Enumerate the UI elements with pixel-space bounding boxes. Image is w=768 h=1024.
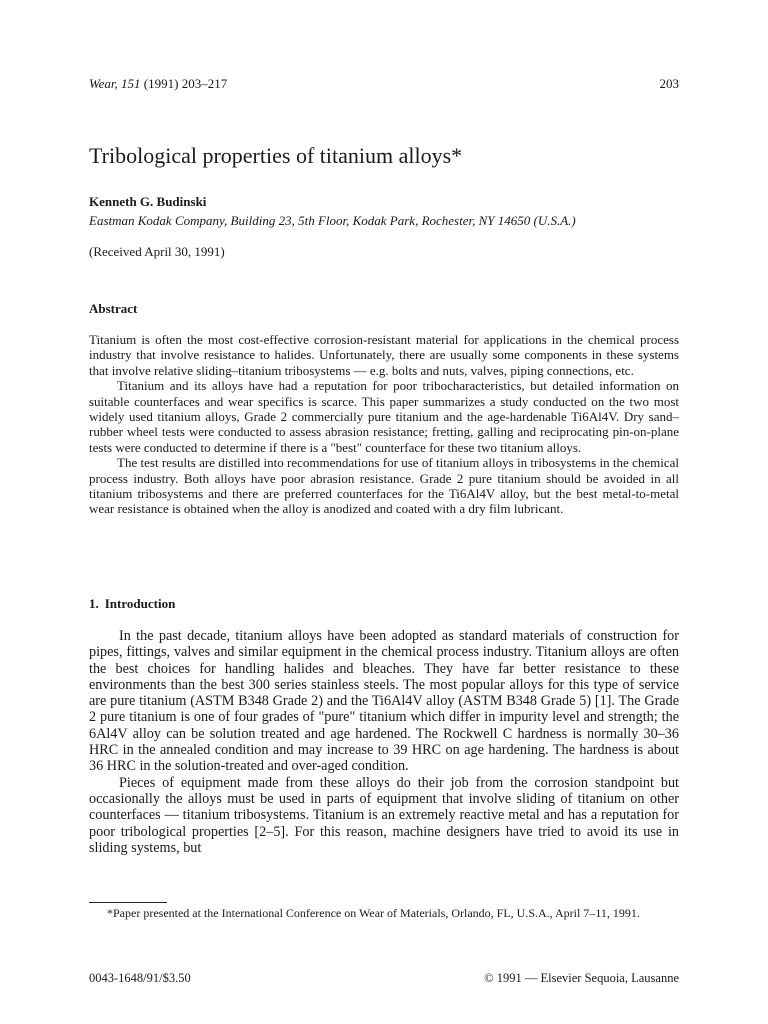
abstract-body xyxy=(89,332,679,517)
issn-price: 0043-1648/91/$3.50 xyxy=(89,971,191,985)
footnote-divider xyxy=(89,902,167,903)
abstract-heading: Abstract xyxy=(89,301,138,316)
copyright: © 1991 — Elsevier Sequoia, Lausanne xyxy=(484,971,679,985)
section-number: 1. xyxy=(89,596,99,611)
author-affiliation: Eastman Kodak Company, Building 23, 5th Floor, Kodak Park, Rochester, NY 14650 (U.S.A.) xyxy=(89,213,576,228)
body-paragraph: In the past decade, titanium alloys have been adopted as standard materials of construction for pipes, fittings, valves and similar equipment in the chemical process industry. Titanium alloys are often the best choices for handling halides and bleaches. They have far better resistance to these environments than the best 300 series stainless steels. The most popular alloys for this type of service are pure titanium (ASTM B348 Grade 2) and the Ti6Al4V alloy (ASTM B348 Grade 5) [1]. The Grade 2 pure titanium is one of four grades of "pure" titanium which differ in impurity level and strength; the 6Al4V alloy can be solution treated and age hardened. The Rockwell C hardness is normally 30–36 HRC in the annealed condition and may increase to 39 HRC on age hardening. The hardness is about 36 HRC in the solution-treated and over-aged condition. xyxy=(89,628,679,775)
page-number: 203 xyxy=(659,76,679,91)
section-heading-introduction xyxy=(89,596,175,612)
journal-year-pages: (1991) 203–217 xyxy=(143,76,228,91)
paper-title: Tribological properties of titanium alloys* xyxy=(89,143,463,168)
journal-volume: 151 xyxy=(121,76,141,91)
citation xyxy=(89,76,227,92)
journal-name: Wear, xyxy=(89,76,118,91)
received-date: (Received April 30, 1991) xyxy=(89,244,225,259)
footnote: *Paper presented at the International Conference on Wear of Materials, Orlando, FL, U.S.A., April 7–11, 1991. xyxy=(107,906,640,920)
abstract-paragraph: Titanium and its alloys have had a reputation for poor tribocharacteristics, but detailed information on suitable counterfaces and wear specifics is scarce. This paper summarizes a study conducted on the two most widely used titanium alloys, Grade 2 commercially pure titanium and the age-hardenable Ti6Al4V. Dry sand–rubber wheel tests were conducted to assess abrasion resistance; fretting, galling and reciprocating pin-on-plane tests were conducted to determine if there is a "best" counterface for these two titanium alloys. xyxy=(89,378,679,455)
paper-page xyxy=(89,0,679,1024)
body-paragraph: Pieces of equipment made from these alloys do their job from the corrosion standpoint but occasionally the alloys must be used in parts of equipment that involve sliding of titanium on other counterfaces — titanium tribosystems. Titanium is an extremely reactive metal and has a reputation for poor tribological properties [2–5]. For this reason, machine designers have tried to avoid its use in sliding systems, but xyxy=(89,774,679,856)
abstract-paragraph: Titanium is often the most cost-effective corrosion-resistant material for applications in the chemical process industry that involve resistance to halides. Unfortunately, there are usually some components in these systems that involve relative sliding–titanium tribosystems — e.g. bolts and nuts, valves, piping connections, etc. xyxy=(89,332,679,378)
introduction-body xyxy=(89,628,679,856)
running-head xyxy=(89,76,679,92)
author-name: Kenneth G. Budinski xyxy=(89,194,207,209)
section-title: Introduction xyxy=(104,596,176,611)
abstract-paragraph: The test results are distilled into recommendations for use of titanium alloys in tribosystems in the chemical process industry. Both alloys have poor abrasion resistance. Grade 2 pure titanium should be avoided in all titanium tribosystems and there are preferred counterfaces for the Ti6Al4V alloy, but the best metal-to-metal wear resistance is obtained when the alloy is anodized and coated with a dry film lubricant. xyxy=(89,455,679,517)
page-footer xyxy=(89,971,679,986)
